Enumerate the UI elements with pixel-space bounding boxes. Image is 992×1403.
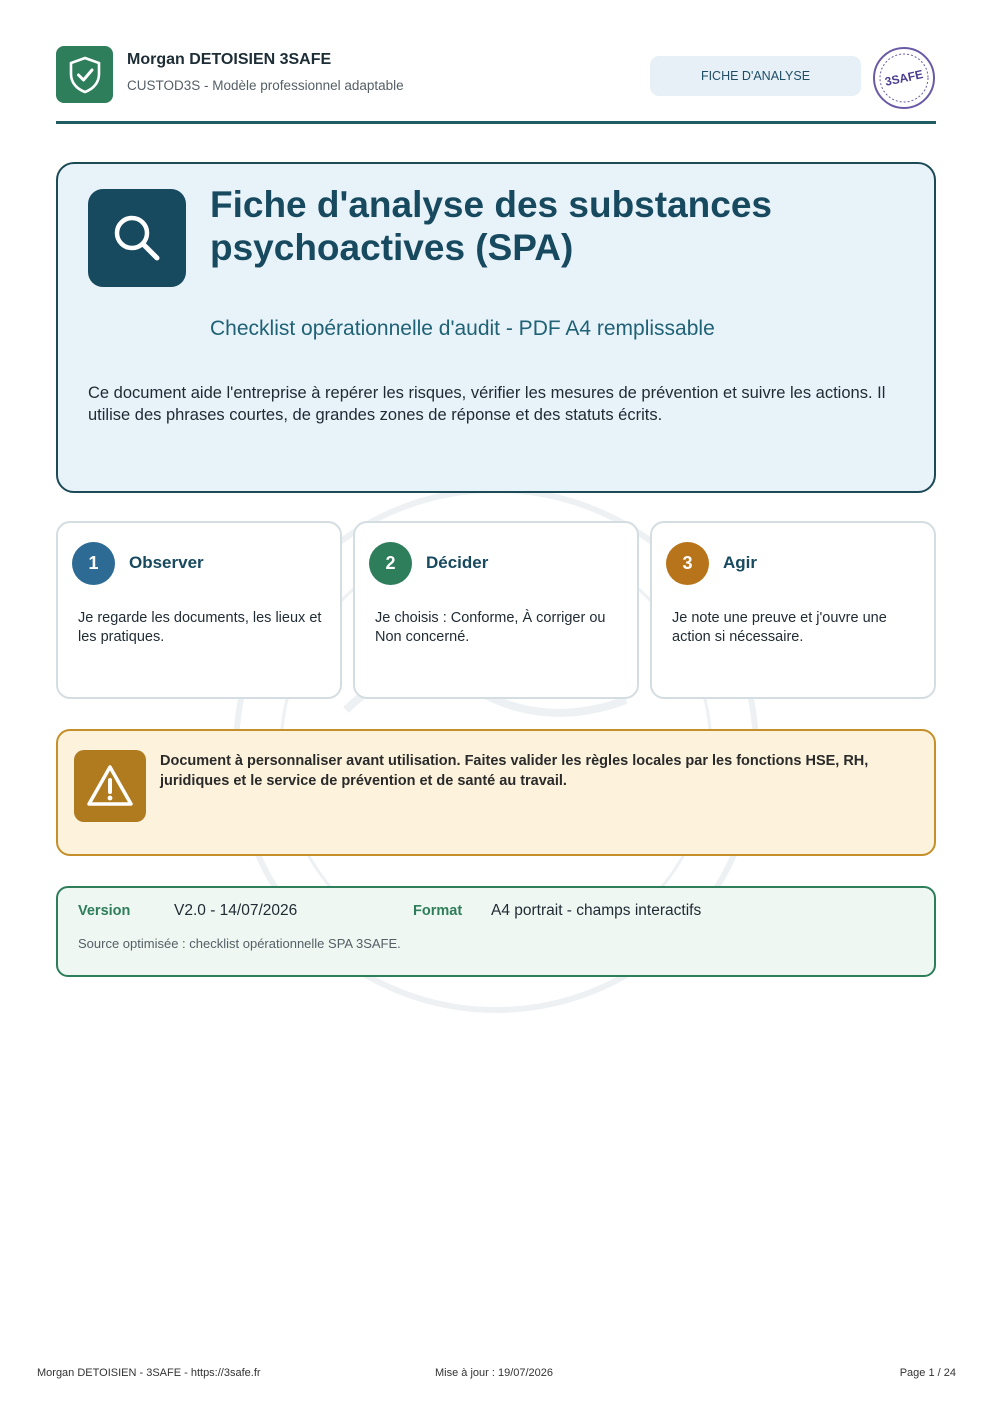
warning-icon: [86, 764, 134, 808]
shield-check-icon: [66, 55, 104, 95]
footer-author: Morgan DETOISIEN - 3SAFE - https://3safe.fr: [37, 1367, 261, 1379]
step-title: Décider: [426, 553, 489, 572]
page-title: Fiche d'analyse des substances psychoactives (SPA): [210, 184, 772, 268]
warning-text: Document à personnaliser avant utilisation. Faites valider les règles locales par les fonctions HSE, RH, juridiques et le service de prévention et de santé au travail.: [160, 753, 869, 789]
step-description: Je regarde les documents, les lieux et les pratiques.: [78, 610, 322, 645]
hero-panel: [56, 162, 936, 493]
footer-page-number: Page 1 / 24: [899, 1367, 956, 1379]
hero-icon-box: [88, 189, 186, 287]
intro-text: Ce document aide l'entreprise à repérer les risques, vérifier les mesures de prévention et suivre les actions. Il utilise des phrases courtes, de grandes zones de réponse et des statuts écrits.: [88, 384, 886, 424]
source-note: Source optimisée : checklist opérationnelle SPA 3SAFE.: [78, 936, 401, 951]
warning-notice: [56, 729, 936, 856]
header-divider: [56, 121, 936, 124]
step-number-badge: 2: [369, 542, 412, 585]
step-card-agir: [650, 521, 936, 699]
format-label: Format: [413, 903, 463, 919]
footer-update-date: Mise à jour : 19/07/2026: [435, 1367, 554, 1379]
format-value: A4 portrait - champs interactifs: [491, 902, 702, 919]
step-number-badge: 3: [666, 542, 709, 585]
step-title: Agir: [723, 553, 757, 572]
search-icon: [108, 209, 166, 267]
page-subtitle: Checklist opérationnelle d'audit - PDF A4 remplissable: [210, 317, 715, 340]
step-description: Je choisis : Conforme, À corriger ou Non concerné.: [375, 610, 606, 645]
3safe-seal-logo: [872, 46, 936, 110]
step-title: Observer: [129, 553, 204, 572]
version-value: V2.0 - 14/07/2026: [174, 902, 298, 919]
document-type-badge: FICHE D'ANALYSE: [650, 56, 861, 96]
svg-text:3SAFE: 3SAFE: [883, 67, 925, 89]
step-card-observer: [56, 521, 342, 699]
warning-icon-box: [74, 750, 146, 822]
brand-subtitle: CUSTOD3S - Modèle professionnel adaptable: [127, 78, 404, 93]
version-info-box: [56, 886, 936, 977]
step-number-badge: 1: [72, 542, 115, 585]
brand-name: Morgan DETOISIEN 3SAFE: [127, 51, 332, 68]
brand-logo: [56, 46, 113, 103]
version-label: Version: [78, 903, 131, 919]
step-card-decider: [353, 521, 639, 699]
step-description: Je note une preuve et j'ouvre une action si nécessaire.: [672, 610, 887, 645]
